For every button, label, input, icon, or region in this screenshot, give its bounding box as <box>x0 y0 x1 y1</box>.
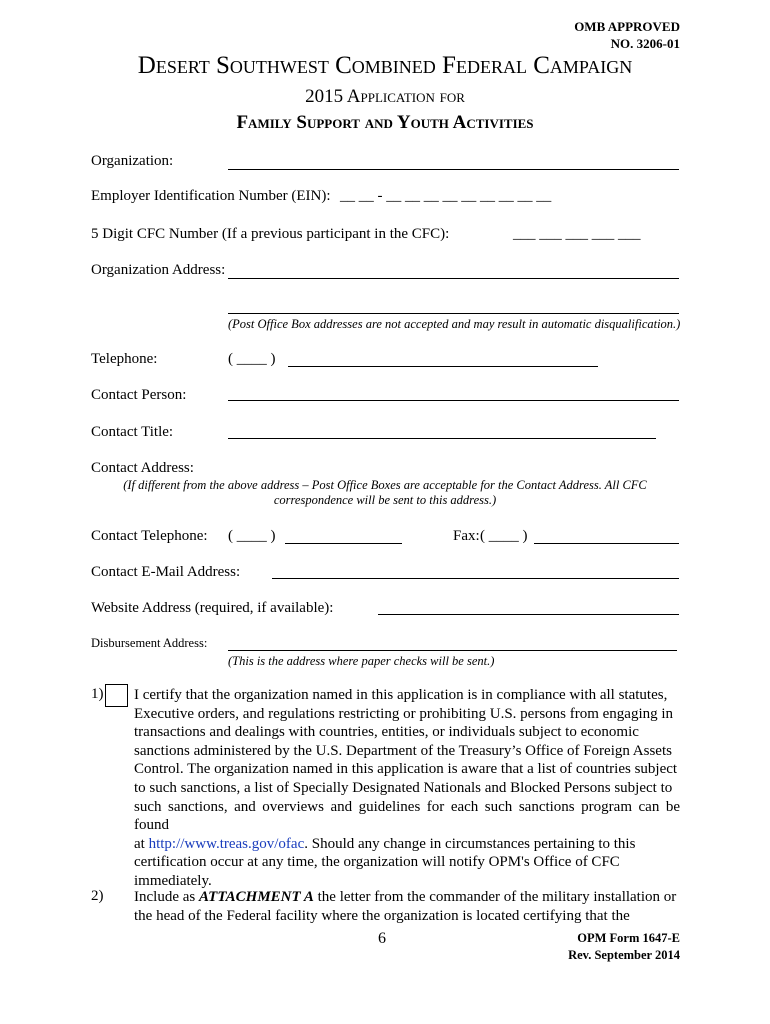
item-1-at: at <box>134 835 145 852</box>
item-1-line: certification occur at any time, the organization will notify OPM's Office of CFC <box>134 854 620 871</box>
po-box-note: (Post Office Box addresses are not accepted and may result in automatic disqualification.) <box>228 317 681 331</box>
omb-approved-label: OMB APPROVED <box>574 19 680 34</box>
item-1-line: Executive orders, and regulations restricting or prohibiting U.S. persons from engaging in <box>134 705 674 722</box>
item-1-line: transactions and dealings with countries, entities, or individuals subject to economic <box>134 724 639 741</box>
form-subtitle-year: 2015 Application for <box>305 86 465 107</box>
item-1-text <box>134 686 680 891</box>
organization-label: Organization: <box>91 153 174 169</box>
contact-person-label: Contact Person: <box>91 387 187 403</box>
contact-telephone-label: Contact Telephone: <box>91 528 208 544</box>
item-2-number: 2) <box>91 888 104 904</box>
disbursement-field[interactable] <box>228 650 677 651</box>
fax-field[interactable] <box>534 543 679 544</box>
item-1-line-with-link <box>134 835 680 854</box>
contact-telephone-area-code[interactable]: ( ____ ) <box>228 528 276 544</box>
contact-address-label: Contact Address: <box>91 460 194 476</box>
item-1-line: sanctions administered by the U.S. Department of the Treasury’s Office of Foreign Assets <box>134 742 672 759</box>
item-2-text <box>134 888 680 925</box>
email-label: Contact E-Mail Address: <box>91 564 241 580</box>
form-title: Desert Southwest Combined Federal Campaign <box>137 52 633 79</box>
org-address-field-1[interactable] <box>228 278 679 279</box>
contact-person-field[interactable] <box>228 400 679 401</box>
item-2-pre: Include as <box>134 889 196 905</box>
ein-field[interactable]: __ __ - __ __ __ __ __ __ __ __ __ <box>340 188 552 204</box>
contact-title-label: Contact Title: <box>91 424 174 440</box>
ein-label: Employer Identification Number (EIN): <box>91 188 331 204</box>
form-name: OPM Form 1647-E <box>577 931 680 945</box>
email-field[interactable] <box>272 578 679 579</box>
disbursement-label: Disbursement Address: <box>91 636 208 650</box>
contact-telephone-field[interactable] <box>285 543 402 544</box>
item-2-line-1 <box>134 888 680 907</box>
item-1-number: 1) <box>91 686 104 702</box>
form-subtitle-program: Family Support and Youth Activities <box>236 112 534 133</box>
item-1-line: immediately. <box>134 872 212 889</box>
attachment-a: ATTACHMENT A <box>198 889 314 905</box>
telephone-area-code[interactable]: ( ____ ) <box>228 351 276 367</box>
item-1-after-link: . Should any change in circumstances pertaining to this <box>304 835 636 852</box>
org-address-label: Organization Address: <box>91 262 226 278</box>
website-field[interactable] <box>378 614 679 615</box>
website-label: Website Address (required, if available): <box>91 600 334 616</box>
disbursement-note: (This is the address where paper checks will be sent.) <box>228 654 495 668</box>
cfc-number-field[interactable]: ___ ___ ___ ___ ___ <box>513 226 641 242</box>
omb-number: NO. 3206-01 <box>610 36 680 51</box>
item-1-line: such sanctions, and overviews and guidelines for each such sanctions program can be found <box>134 798 680 834</box>
contact-title-field[interactable] <box>228 438 656 439</box>
fax-area-code[interactable]: ( ____ ) <box>480 528 528 544</box>
certify-checkbox[interactable] <box>105 684 128 707</box>
contact-address-note-2: correspondence will be sent to this address.) <box>273 493 497 507</box>
cfc-number-label: 5 Digit CFC Number (If a previous participant in the CFC): <box>91 226 450 242</box>
organization-field[interactable] <box>228 169 679 170</box>
ofac-link[interactable]: http://www.treas.gov/ofac <box>148 835 305 852</box>
item-1-line: Control. The organization named in this application is aware that a list of countries subject <box>134 761 678 778</box>
telephone-label: Telephone: <box>91 351 158 367</box>
item-2-post: the letter from the commander of the military installation or <box>317 889 677 905</box>
item-1-line: I certify that the organization named in this application is in compliance with all statutes, <box>134 687 668 703</box>
item-1-line: to such sanctions, a list of Specially Designated Nationals and Blocked Persons subject to <box>134 779 673 796</box>
telephone-field[interactable] <box>288 366 598 367</box>
org-address-field-2[interactable] <box>228 313 679 314</box>
fax-label: Fax: <box>453 528 480 544</box>
form-identifier <box>568 930 680 964</box>
omb-approval <box>574 18 680 52</box>
contact-address-note-1: (If different from the above address – Post Office Boxes are acceptable for the Contact Address. All CFC <box>123 478 647 492</box>
form-revision: Rev. September 2014 <box>568 948 680 962</box>
page-number: 6 <box>378 930 386 947</box>
item-2-line-2: the head of the Federal facility where the organization is located certifying that the <box>134 907 630 924</box>
